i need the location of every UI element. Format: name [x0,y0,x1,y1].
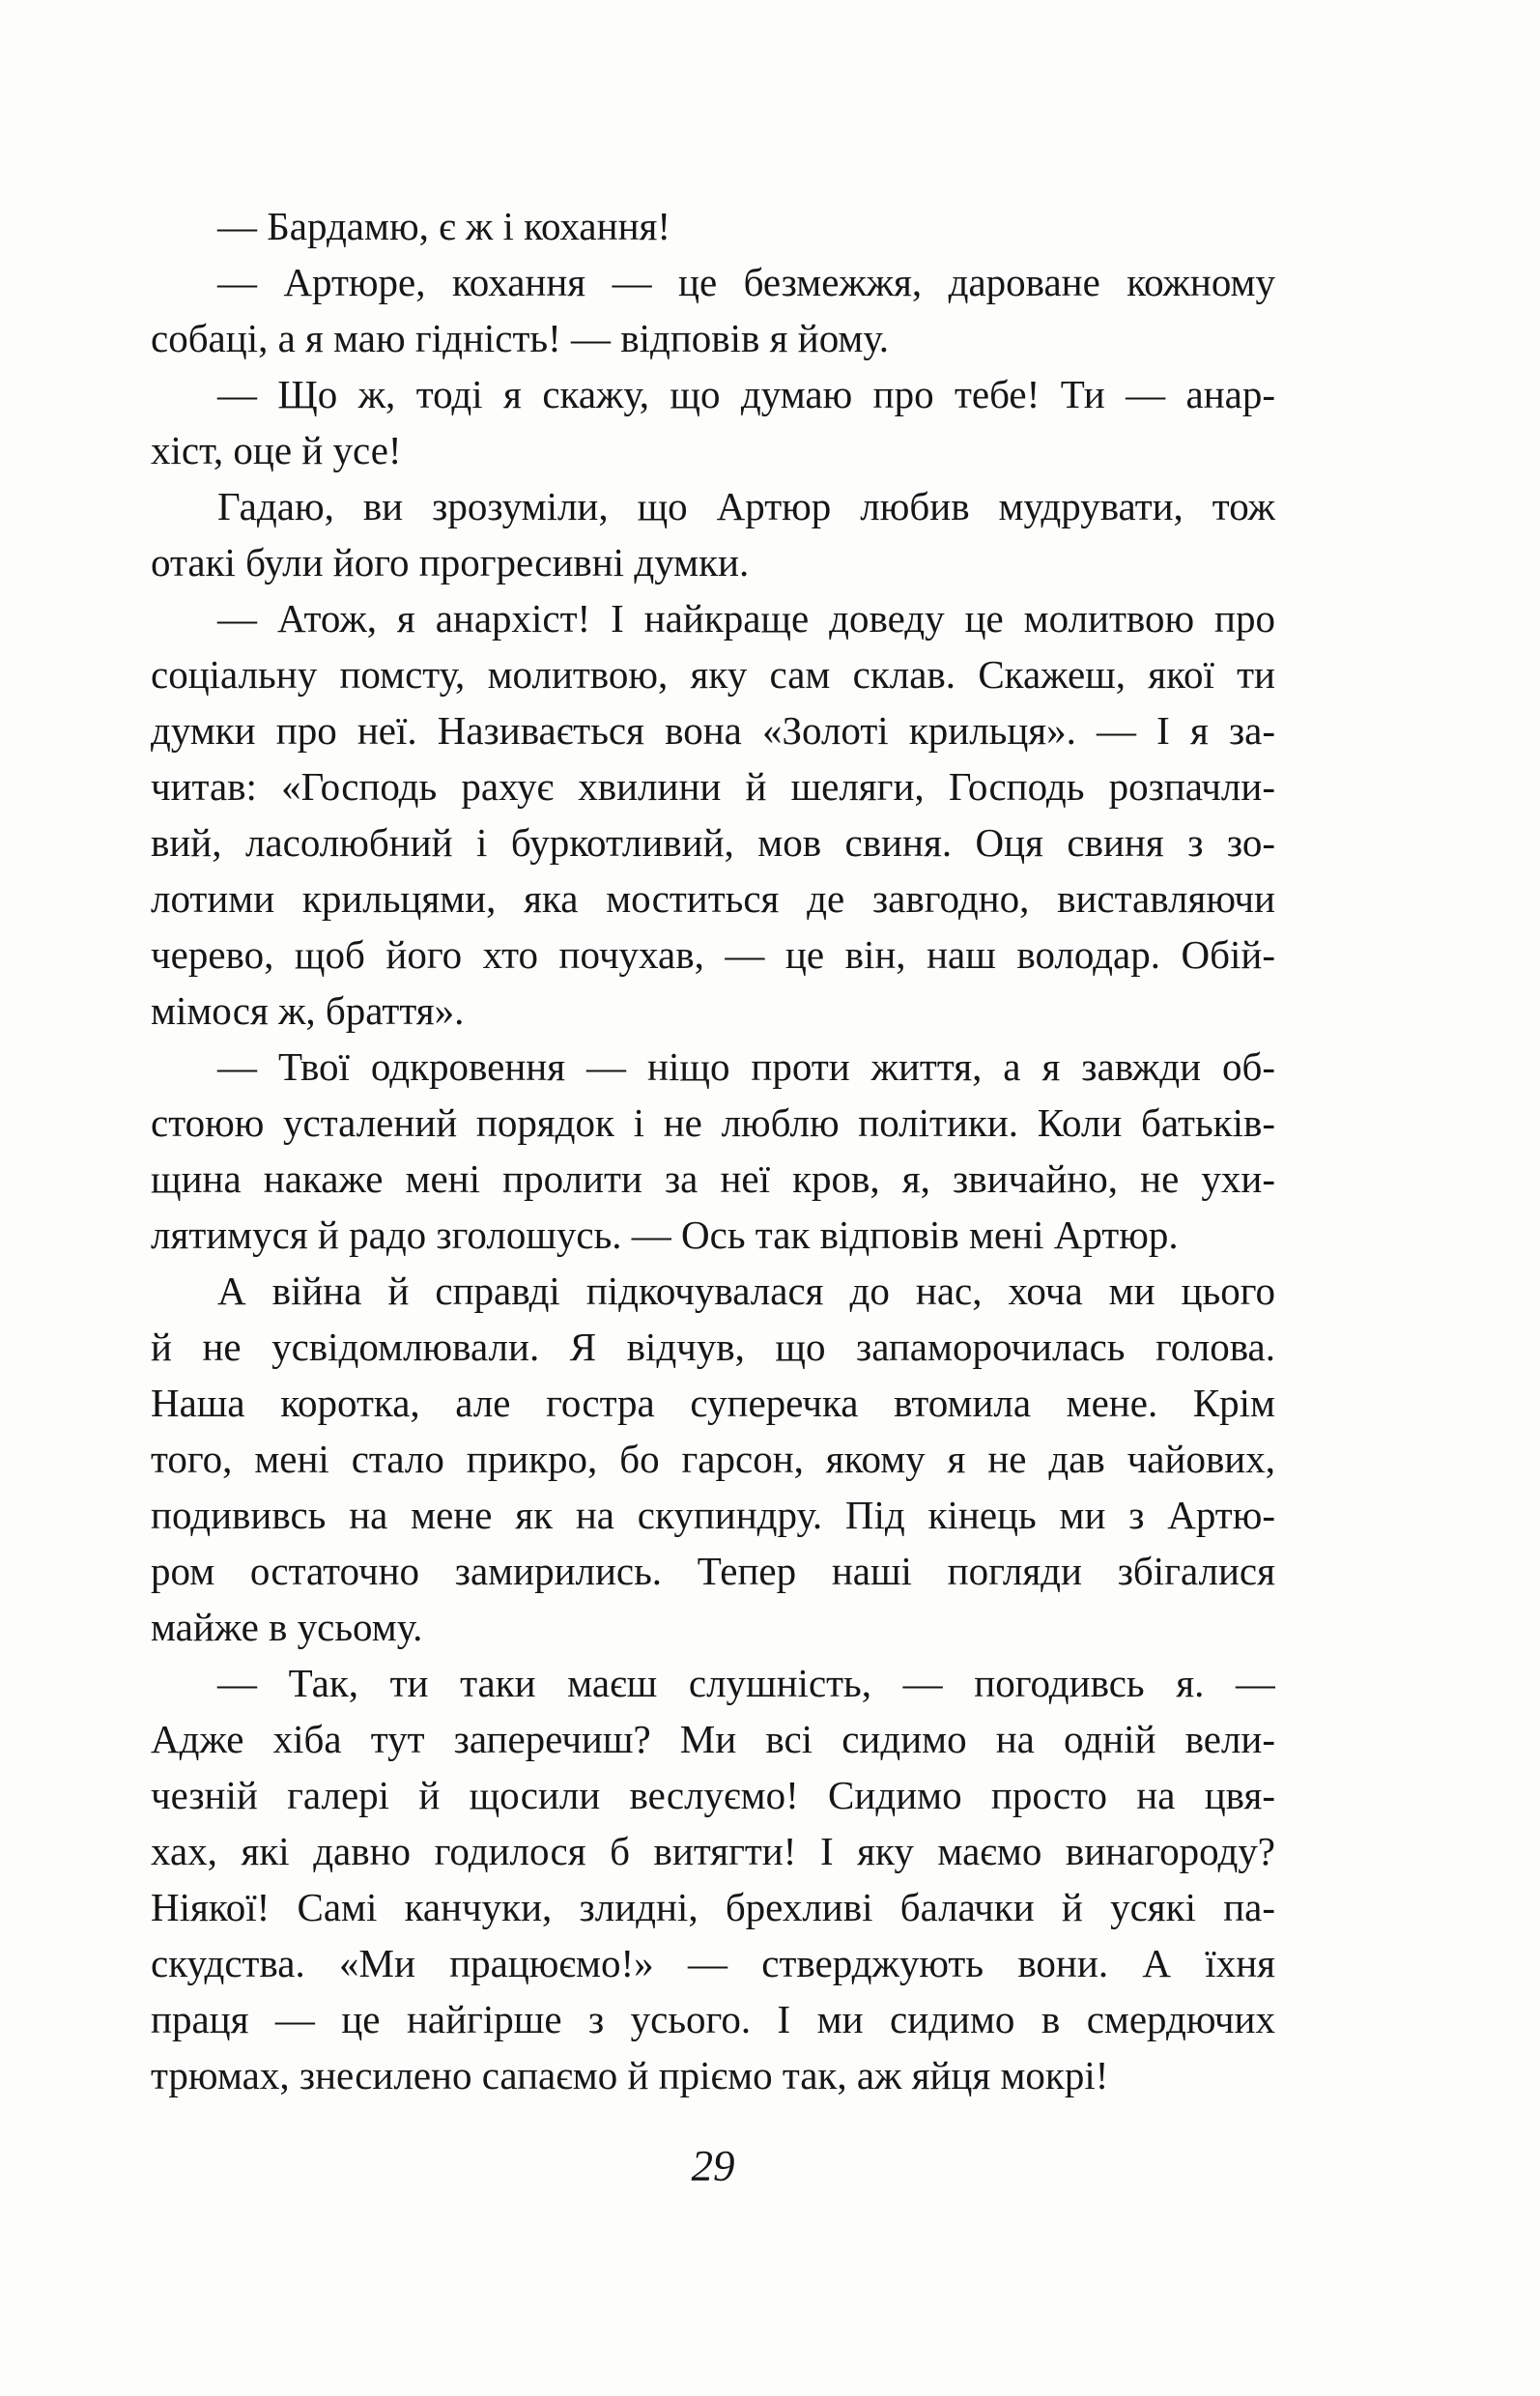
text-line: думки про неї. Називається вона «Золоті крильця». — І я за- [151,708,1275,753]
text-line: того, мені стало прикро, бо гарсон, якому я не дав чайових, [151,1437,1275,1481]
text-line: Ніякої! Самі канчуки, злидні, брехливі балачки й усякі па- [151,1885,1275,1929]
text-line: ром остаточно замирились. Тепер наші погляди збігалися [151,1549,1275,1593]
text-line: читав: «Господь рахує хвилини й шеляги, Господь розпачли- [151,764,1275,809]
text-line: отакі були його прогресивні думки. [151,540,750,585]
text-line: собаці, а я маю гідність! — відповів я йому. [151,316,890,360]
text-line: скудства. «Ми працюємо!» — стверджують вони. А їхня [151,1941,1275,1985]
body-text [151,198,1275,2103]
text-line: трюмах, знесилено сапаємо й пріємо так, аж яйця мокрі! [151,2053,1109,2097]
text-line: черево, щоб його хто почухав, — це він, наш володар. Обій- [151,932,1275,977]
text-line: й не усвідомлювали. Я відчув, що запаморочилась голова. [151,1325,1275,1369]
text-line: хіст, оце й усе! [151,428,402,472]
text-line: майже в усьому. [151,1605,423,1649]
text-line: А війна й справді підкочувалася до нас, хоча ми цього [217,1269,1275,1313]
text-line: щина накаже мені пролити за неї кров, я, звичайно, не ухи- [151,1156,1275,1201]
text-line: — Твої одкровення — ніщо проти життя, а я завжди об- [217,1044,1275,1089]
page-number: 29 [691,2142,735,2190]
text-line: — Так, ти таки маєш слушність, — погодивсь я. — [217,1661,1275,1705]
text-line: Наша коротка, але гостра суперечка втомила мене. Крім [151,1381,1275,1425]
text-line: — Бардамю, є ж і кохання! [217,204,671,248]
text-line: — Атож, я анархіст! І найкраще доведу це молитвою про [217,596,1275,641]
text-line: лотими крильцями, яка моститься де завгодно, виставляючи [151,876,1275,921]
text-line: хах, які давно годилося б витягти! І яку маємо винагороду? [151,1829,1275,1873]
text-line: — Що ж, тоді я скажу, що думаю про тебе! Ти — анар- [217,372,1275,416]
text-line: соціальну помсту, молитвою, яку сам склав. Скажеш, якої ти [151,652,1275,697]
text-line: Адже хіба тут заперечиш? Ми всі сидимо на одній вели- [151,1717,1275,1761]
text-line: лятимуся й радо зголошусь. — Ось так відповів мені Артюр. [151,1212,1179,1257]
text-line: вий, ласолюбний і буркотливий, мов свиня. Оця свиня з зо- [151,820,1275,865]
text-line: — Артюре, кохання — це безмежжя, дароване кожному [217,260,1275,304]
text-line: подививсь на мене як на скупиндру. Під кінець ми з Артю- [151,1493,1275,1537]
text-line: мімося ж, браття». [151,988,465,1033]
text-line: стоюю усталений порядок і не люблю політики. Коли батьків- [151,1100,1275,1145]
text-line: Гадаю, ви зрозуміли, що Артюр любив мудрувати, тож [217,484,1275,528]
text-line: праця — це найгірше з усього. І ми сидимо в смердючих [151,1997,1275,2041]
text-line: чезній галері й щосили веслуємо! Сидимо просто на цвя- [151,1773,1275,1817]
